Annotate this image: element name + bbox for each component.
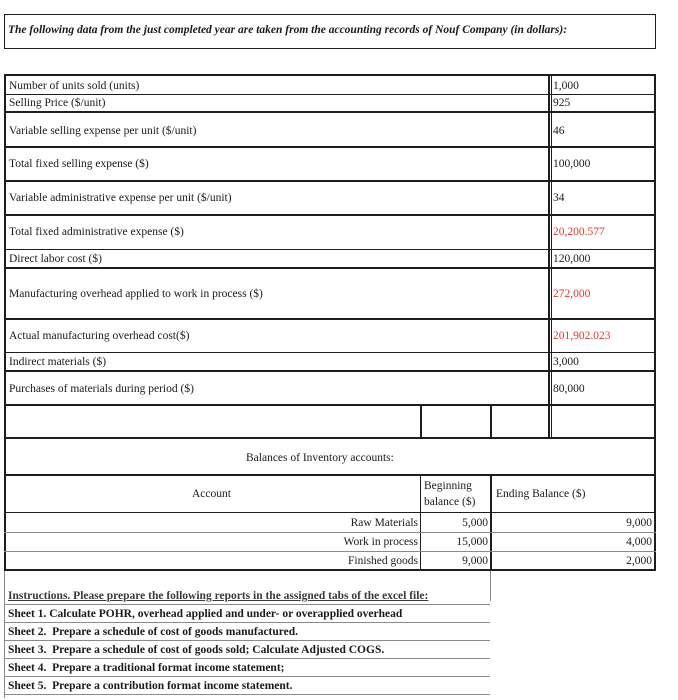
title-box-top (4, 14, 656, 15)
value-column-divider-inner (551, 74, 552, 438)
inv-row-line (4, 512, 656, 513)
sheet-text: Calculate POHR, overhead applied and under- or overapplied overhead (49, 608, 403, 620)
row-label: Actual manufacturing overhead cost($) (9, 330, 190, 342)
sheet-text: Prepare a schedule of cost of goods sold; Calculate Adjusted COGS. (52, 644, 385, 656)
instructions-heading: Instructions. Please prepare the following reports in the assigned tabs of the excel file: (8, 590, 429, 602)
row-line (4, 94, 656, 95)
row-label: Variable selling expense per unit ($/unit) (9, 125, 197, 137)
row-label: Manufacturing overhead applied to work in process ($) (9, 288, 263, 300)
row-value: 925 (553, 97, 571, 109)
instr-row-line (4, 604, 490, 605)
instruction-sheet-4 (8, 662, 284, 674)
inv-item-ending: 4,000 (626, 536, 652, 548)
inv-item-name: Raw Materials (350, 517, 418, 529)
row-label: Direct labor cost ($) (9, 253, 102, 265)
inv-col-account: Account (192, 488, 231, 500)
row-line (4, 214, 656, 216)
inv-bottom-border (4, 569, 656, 571)
inv-item-beginning: 15,000 (456, 536, 488, 548)
row-line (4, 352, 656, 353)
instruction-sheet-1 (8, 608, 402, 620)
title-box-left (4, 14, 5, 49)
row-line (4, 474, 656, 476)
inv-col-beginning: Beginning (424, 480, 472, 492)
row-line (4, 267, 656, 269)
sheet-label: Sheet 5. (8, 680, 47, 692)
row-line (4, 370, 656, 372)
empty-row-divider (490, 404, 492, 439)
instr-divider (490, 571, 491, 601)
instr-row-line (4, 676, 490, 677)
instr-row-line (4, 658, 490, 659)
row-value-highlight: 20,200.577 (553, 226, 605, 238)
inv-item-ending: 2,000 (626, 555, 652, 567)
instr-left-border (4, 571, 5, 698)
inv-col-beginning-2: balance ($) (424, 496, 476, 508)
sheet-label: Sheet 1. (8, 608, 47, 620)
instruction-sheet-5 (8, 680, 292, 692)
instruction-sheet-3 (8, 644, 384, 656)
inv-item-beginning: 9,000 (462, 555, 488, 567)
inv-left-border (4, 474, 6, 570)
row-label: Indirect materials ($) (9, 356, 107, 368)
row-value: 120,000 (553, 253, 591, 265)
row-label: Total fixed administrative expense ($) (9, 226, 184, 238)
inv-col-divider (490, 474, 492, 570)
instr-row-line (4, 622, 490, 623)
sheet-text: Prepare a contribution format income statement. (52, 680, 293, 692)
title-box-bottom (4, 48, 656, 49)
row-line (4, 146, 656, 148)
row-label: Variable administrative expense per unit ($/unit) (9, 192, 232, 204)
inv-item-name: Finished goods (348, 555, 418, 567)
row-line (4, 249, 656, 250)
empty-row-divider (420, 404, 422, 439)
sheet-label: Sheet 3. (8, 644, 47, 656)
inv-col-divider (420, 474, 421, 570)
row-value: 1,000 (553, 80, 579, 92)
instr-row-line (4, 694, 490, 695)
inv-item-ending: 9,000 (626, 517, 652, 529)
sheet-text: Prepare a schedule of cost of goods manufactured. (52, 626, 299, 638)
sheet-label: Sheet 2. (8, 626, 47, 638)
row-value-highlight: 201,902.023 (553, 330, 611, 342)
row-line (4, 437, 656, 439)
inventory-heading: Balances of Inventory accounts: (246, 452, 394, 464)
inv-item-beginning: 5,000 (462, 517, 488, 529)
sheet-text: Prepare a traditional format income statement; (52, 662, 285, 674)
page-title: The following data from the just completed year are taken from the accounting records of Nouf Company (in dollars): (8, 24, 568, 36)
table-top-border (4, 74, 656, 76)
row-label: Total fixed selling expense ($) (9, 158, 149, 170)
row-value: 80,000 (553, 383, 585, 395)
row-label: Selling Price ($/unit) (9, 97, 106, 109)
inv-right-border (654, 474, 656, 570)
row-value: 3,000 (553, 356, 579, 368)
instr-row-line (4, 640, 490, 641)
inv-row-line (4, 551, 656, 552)
row-line (4, 180, 656, 182)
table-right-border (654, 74, 656, 476)
table-left-border (4, 74, 6, 476)
inv-col-ending: Ending Balance ($) (496, 488, 586, 500)
title-box-right (655, 14, 656, 49)
row-value-highlight: 272,000 (553, 288, 591, 300)
row-value: 34 (553, 192, 565, 204)
row-line (4, 404, 656, 406)
inv-item-name: Work in process (343, 536, 418, 548)
sheet-label: Sheet 4. (8, 662, 47, 674)
value-column-divider (548, 74, 550, 438)
row-label: Number of units sold (units) (9, 80, 140, 92)
row-value: 46 (553, 125, 565, 137)
inv-row-line (4, 532, 656, 533)
row-line (4, 111, 656, 113)
row-value: 100,000 (553, 158, 591, 170)
row-line (4, 318, 656, 320)
row-label: Purchases of materials during period ($) (9, 383, 194, 395)
instruction-sheet-2 (8, 626, 298, 638)
